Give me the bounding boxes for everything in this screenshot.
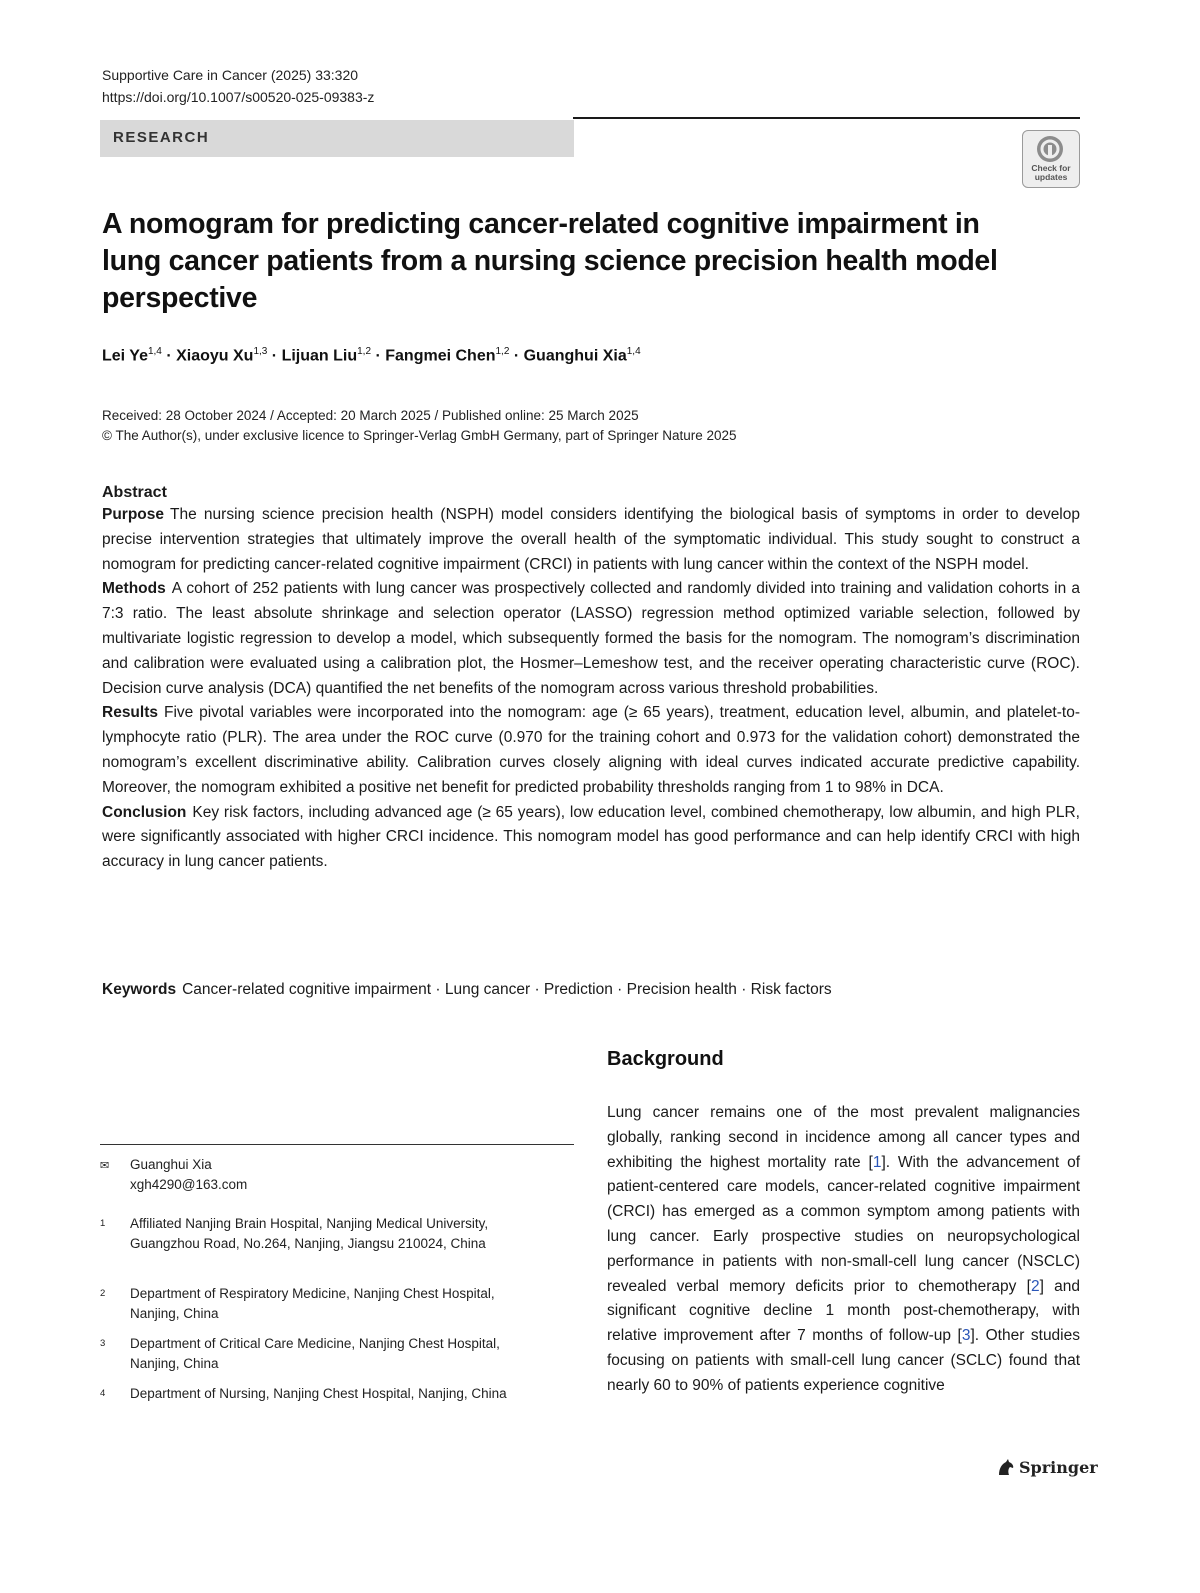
author-affiliation-marker: 1,2	[357, 346, 372, 357]
abstract-conclusion: Conclusion Key risk factors, including advanced age (≥ 65 years), low education level, combined chemotherapy, low albumin, and high PLR, were significantly associated with higher CRCI incidence. This nomogram model has good performance and can help identify CRCI with high accuracy in lung cancer patients.	[102, 803, 1080, 871]
header-rule	[573, 117, 1080, 119]
affiliation-4: 4 Department of Nursing, Nanjing Chest Hospital, Nanjing, China	[100, 1386, 507, 1401]
keywords-label: Keywords	[102, 981, 177, 998]
author-affiliation-marker: 1,2	[495, 346, 510, 357]
author-name[interactable]: Xiaoyu Xu	[176, 347, 254, 365]
author-name[interactable]: Guanghui Xia	[523, 347, 627, 365]
author-affiliation-marker: 1,4	[147, 346, 162, 357]
author-affiliation-marker: 1,3	[253, 346, 268, 357]
copyright-line: © The Author(s), under exclusive licence to Springer-Verlag GmbH Germany, part of Springer Nature 2025	[102, 428, 737, 443]
abstract-heading: Abstract	[102, 484, 167, 501]
background-heading: Background	[607, 1048, 724, 1070]
author-separator: ·	[371, 347, 386, 365]
author-separator: ·	[509, 347, 524, 365]
crossmark-icon	[1037, 136, 1063, 162]
author-name[interactable]: Fangmei Chen	[385, 347, 496, 365]
corresponding-email[interactable]: xgh4290@163.com	[130, 1177, 248, 1192]
abstract-results: Results Five pivotal variables were incorporated into the nomogram: age (≥ 65 years), treatment, education level, albumin, and platelet-to-lymphocyte ratio (PLR). The area under the ROC curve (0.970 for the training cohort and 0.973 for the validation cohort) demonstrated the nomogram’s excellent discriminative ability. Calibration curves closely aligning with ideal curves indicated accurate predictive capability. Moreover, the nomogram exhibited a positive net benefit for predicted probability thresholds ranging from 1 to 98% in DCA.	[102, 704, 1080, 796]
citation-link[interactable]: 3	[961, 1327, 971, 1345]
envelope-icon: ✉	[100, 1160, 110, 1172]
author-list	[102, 346, 641, 365]
abstract-methods: Methods A cohort of 252 patients with lung cancer was prospectively collected and randomly divided into training and validation cohorts in a 7:3 ratio. The least absolute shrinkage and selection operator (LASSO) regression method optimized variable selection, followed by multivariate logistic regression to develop a model, which subsequently formed the basis for the nomogram. The nomogram’s discrimination and calibration were evaluated using a calibration plot, the Hosmer–Lemeshow test, and the receiver operating characteristic curve (ROC). Decision curve analysis (DCA) quantified the net benefits of the nomogram across various threshold probabilities.	[102, 580, 1080, 697]
article-title: A nomogram for predicting cancer-related cognitive impairment in lung cancer patients from a nursing science precision health model perspective	[102, 208, 998, 314]
author-separator: ·	[267, 347, 282, 365]
affiliation-1: 1 Affiliated Nanjing Brain Hospital, Nanjing Medical University, Guangzhou Road, No.264, Nanjing, Jiangsu 210024, China	[100, 1216, 489, 1251]
affiliation-2: 2 Department of Respiratory Medicine, Nanjing Chest Hospital, Nanjing, China	[100, 1286, 495, 1321]
publisher-name: Springer	[1019, 1458, 1098, 1477]
check-for-updates-badge[interactable]	[1022, 130, 1080, 188]
publisher-logo	[996, 1458, 1098, 1477]
author-name[interactable]: Lijuan Liu	[281, 347, 358, 365]
journal-citation: Supportive Care in Cancer (2025) 33:320	[102, 67, 359, 83]
abstract-purpose: Purpose The nursing science precision health (NSPH) model considers identifying the biological basis of symptoms in order to develop precise intervention strategies that ultimately improve the overall health of the symptomatic individual. This study sought to construct a nomogram for predicting cancer-related cognitive impairment (CRCI) in patients with lung cancer within the context of the NSPH model.	[102, 506, 1080, 573]
author-separator: ·	[161, 347, 177, 365]
springer-horse-icon	[996, 1458, 1016, 1476]
background-body: Lung cancer remains one of the most prevalent malignancies globally, ranking second in incidence among all cancer types and exhibiting the highest mortality rate [1]. With the advancement of patient-centered care models, cancer-related cognitive impairment (CRCI) has emerged as a common symptom among patients with lung cancer. Early prospective studies on neuropsychological performance in patients with non-small-cell lung cancer (NSCLC) revealed verbal memory deficits prior to chemotherapy [2] and significant cognitive decline 1 month post-chemotherapy, with relative improvement after 7 months of follow-up [3]. Other studies focusing on patients with small-cell lung cancer (SCLC) found that nearly 60 to 90% of patients experience cognitive	[607, 1104, 1081, 1394]
affiliation-3: 3 Department of Critical Care Medicine, Nanjing Chest Hospital, Nanjing, China	[100, 1336, 500, 1371]
author-name[interactable]: Lei Ye	[102, 347, 148, 365]
badge-text: Check for updates	[1031, 163, 1071, 182]
corresponding-author	[100, 1155, 520, 1195]
history-dates: Received: 28 October 2024 / Accepted: 20 March 2025 / Published online: 25 March 2025	[102, 408, 639, 423]
author-affiliation-marker: 1,4	[626, 346, 641, 357]
article-type-banner	[100, 120, 574, 157]
keywords-text: Cancer-related cognitive impairment · Lung cancer · Prediction · Precision health · Risk factors	[182, 981, 832, 998]
citation-link[interactable]: 2	[1030, 1277, 1040, 1295]
journal-header	[102, 64, 374, 108]
citation-link[interactable]: 1	[872, 1153, 882, 1171]
footnote-rule	[100, 1144, 574, 1145]
keywords	[102, 978, 1080, 1002]
corresponding-name: Guanghui Xia	[130, 1157, 212, 1172]
article-type-label: RESEARCH	[113, 129, 210, 146]
doi-link[interactable]: https://doi.org/10.1007/s00520-025-09383-z	[102, 89, 375, 105]
publication-dates	[102, 406, 737, 446]
abstract	[102, 483, 1080, 875]
